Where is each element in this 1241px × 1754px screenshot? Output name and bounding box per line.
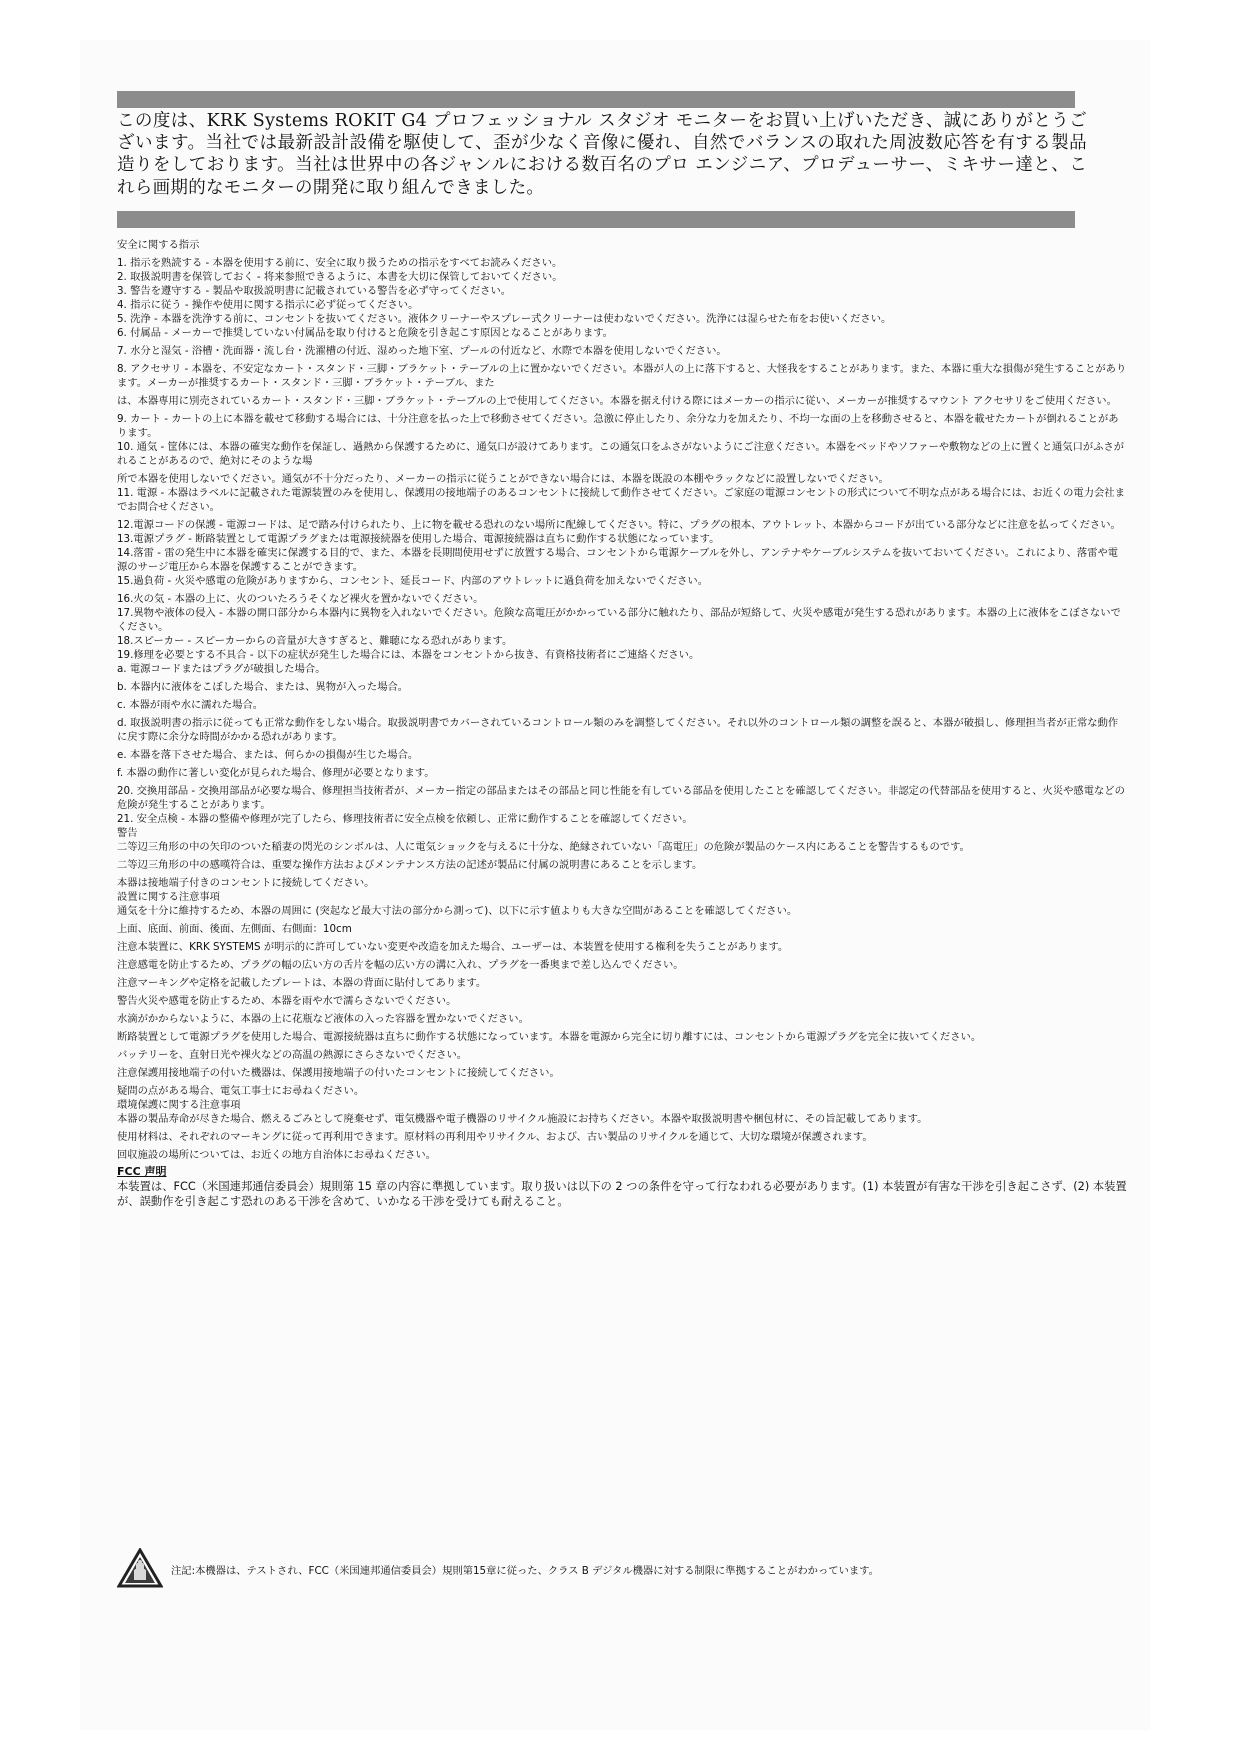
safety-item-10-cont: 所で本器を使用しないでください。通気が不十分だったり、メーカーの指示に従うことができない場合には、本器を既設の本棚やラックなどに設置しないでください。 [117, 473, 889, 485]
safety-item-5: 5. 洗浄 - 本器を洗浄する前に、コンセントを抜いてください。液体クリーナーやスプレー式クリーナーは使わないでください。洗浄には湿らせた布をお使いください。 [117, 313, 892, 325]
safety-item-9: 9. カート - カートの上に本器を載せて移動する場合には、十分注意を払った上で移動させてください。急激に停止したり、余分な力を加えたり、不均一な面の上を移動させると、本器を載せたカートが倒れることがあります。 [117, 413, 1119, 439]
warning-heading: 警告 [117, 827, 138, 839]
safety-item-18: 18.スピーカー - スピーカーからの音量が大きすぎると、難聴になる恐れがあります。 [117, 635, 513, 647]
intro-paragraph: この度は、KRK Systems ROKIT G4 プロフェッショナル スタジオ モニターをお買い上げいただき、誠にありがとうございます。当社では最新設計設備を駆使して、歪が少なく音像に優れ、自然でバランスの取れた周波数応答を有する製品造りをしております。当社は世界中の各ジャンルにおける数百名のプロ エンジニア、プロデューサー、ミキサー達と、これら画期的なモニターの開発に取り組んできました。 [117, 111, 1087, 198]
environment-recycle: 使用材料は、それぞれのマーキングに従って再利用できます。原材料の再利用やリサイクル、および、古い製品のリサイクルを通じて、大切な環境が保護されます。 [117, 1131, 873, 1143]
caution-plug: 注意感電を防止するため、プラグの幅の広い方の舌片を幅の広い方の溝に入れ、プラグを一番奥まで差し込んでください。 [117, 959, 684, 971]
top-rule [117, 91, 1075, 108]
caution-plate: 注意マーキングや定格を記載したプレートは、本器の背面に貼付してあります。 [117, 977, 487, 989]
safety-item-10: 10. 通気 - 筐体には、本器の確実な動作を保証し、過熱から保護するために、通気口が設けてあります。この通気口をふさがないようにご注意ください。本器をベッドやソファーや敷物などの上に置くと通気口がふさがれることがあるので、絶対にそのような場 [117, 441, 1125, 467]
warning-vase: 水滴がかからないように、本器の上に花瓶など液体の入った容器を置かないでください。 [117, 1013, 529, 1025]
install-heading: 設置に関する注意事項 [117, 891, 220, 903]
safety-item-19: 19.修理を必要とする不具合 - 以下の症状が発生した場合には、本器をコンセントから抜き、有資格技術者にご連絡ください。 [117, 649, 700, 661]
electrician-note: 疑問の点がある場合、電気工事士にお尋ねください。 [117, 1085, 365, 1097]
safety-item-21: 21. 安全点検 - 本器の整備や修理が完了したら、修理技術者に安全点検を依頼し、正常に動作することを確認してください。 [117, 813, 693, 825]
safety-item-20: 20. 交換用部品 - 交換用部品が必要な場合、修理担当技術者が、メーカー指定の部品またはその部品と同じ性能を有している部品を使用したことを確認してください。非認定の代替部品を使用すると、火災や感電などの危険が発生することがあります。 [117, 785, 1125, 811]
safety-item-8: 8. アクセサリ - 本器を、不安定なカート・スタンド・三脚・ブラケット・テーブルの上に置かないでください。本器が人の上に落下すると、大怪我をすることがあります。また、本器に重大な損傷が発生することがあります。メーカーが推奨するカート・スタンド・三脚・ブラケット・テーブル、また [117, 363, 1127, 389]
safety-item-13: 13.電源プラグ - 断路装置として電源プラグまたは電源接続器を使用した場合、電源接続器は直ちに動作する状態になっています。 [117, 533, 720, 545]
fcc-note [117, 1548, 1117, 1590]
safety-item-8-cont: は、本器専用に別売されているカート・スタンド・三脚・ブラケット・テーブルの上で使用してください。本器を据え付ける際にはメーカーの指示に従い、メーカーが推奨するマウント アクセサリをご使用ください。 [117, 395, 1117, 407]
safety-item-19e: e. 本器を落下させた場合、または、何らかの損傷が生じた場合。 [117, 749, 419, 761]
fcc-statement: 本装置は、FCC（米国連邦通信委員会）規則第 15 章の内容に準拠しています。取り扱いは以下の 2 つの条件を守って行なわれる必要があります。(1) 本装置が有害な干渉を引き起こさず、(2) 本装置が、誤動作を引き起こす恐れのある干渉を含めて、いかなる干渉を受けても耐えること。 [117, 1180, 1127, 1208]
environment-heading: 環境保護に関する注意事項 [117, 1099, 241, 1111]
warning-lightning: 二等辺三角形の中の矢印のついた稲妻の閃光のシンボルは、人に電気ショックを与えるに十分な、絶縁されていない「高電圧」の危険が製品のケース内にあることを警告するものです。 [117, 841, 970, 853]
bottom-rule [117, 211, 1075, 228]
safety-item-19c: c. 本器が雨や水に濡れた場合。 [117, 699, 264, 711]
hand-warning-icon [117, 1548, 163, 1588]
install-clearance: 通気を十分に維持するため、本器の周囲に (突起など最大寸法の部分から測って)、以下に示す値よりも大きな空間があることを確認してください。 [117, 905, 798, 917]
safety-item-15: 15.過負荷 - 火災や感電の危険がありますから、コンセント、延長コード、内部のアウトレットに過負荷を加えないでください。 [117, 575, 709, 587]
safety-item-2: 2. 取扱説明書を保管しておく - 将来参照できるように、本書を大切に保管しておいてください。 [117, 271, 563, 283]
safety-item-14: 14.落雷 - 雷の発生中に本器を確実に保護する目的で、また、本器を長期間使用せずに放置する場合、コンセントから電源ケーブルを外し、アンテナやケーブルシステムを抜いておいてください。これにより、落雷や電源のサージ電圧から本器を保護することができます。 [117, 547, 1119, 573]
disconnect-note: 断路装置として電源プラグを使用した場合、電源接続器は直ちに動作する状態になっています。本器を電源から完全に切り離すには、コンセントから電源プラグを完全に抜いてください。 [117, 1031, 982, 1043]
safety-item-7: 7. 水分と湿気 - 浴槽・洗面器・流し台・洗濯槽の付近、湿めった地下室、プールの付近など、水際で本器を使用しないでください。 [117, 345, 727, 357]
safety-item-3: 3. 警告を遵守する - 製品や取扱説明書に記載されている警告を必ず守ってください。 [117, 285, 512, 297]
fcc-note-text: 注記:本機器は、テストされ、FCC（米国連邦通信委員会）規則第15章に従った、クラス B デジタル機器に対する制限に準拠することがわかっています。 [171, 1565, 879, 1577]
warning-exclamation: 二等辺三角形の中の感嘆符合は、重要な操作方法およびメンテナンス方法の記述が製品に付属の説明書にあることを示します。 [117, 859, 703, 871]
protective-ground-note: 注意保護用接地端子の付いた機器は、保護用接地端子の付いたコンセントに接続してください。 [117, 1067, 560, 1079]
safety-item-19a: a. 電源コードまたはプラグが破損した場合。 [117, 663, 326, 675]
safety-item-6: 6. 付属品 - メーカーで推奨していない付属品を取り付けると危険を引き起こす原因となることがあります。 [117, 327, 613, 339]
ground-note: 本器は接地端子付きのコンセントに接続してください。 [117, 877, 375, 889]
environment-disposal: 本器の製品寿命が尽きた場合、燃えるごみとして廃棄せず、電気機器や電子機器のリサイクル施設にお持ちください。本器や取扱説明書や梱包材に、その旨記載してあります。 [117, 1113, 928, 1125]
environment-collection: 回収施設の場所については、お近くの地方自治体にお尋ねください。 [117, 1149, 436, 1161]
fcc-heading: FCC 声明 [117, 1165, 167, 1178]
caution-modification: 注意本装置に、KRK SYSTEMS が明示的に許可していない変更や改造を加えた場合、ユーザーは、本装置を使用する権利を失うことがあります。 [117, 941, 789, 953]
safety-item-19f: f. 本器の動作に著しい変化が見られた場合、修理が必要となります。 [117, 767, 435, 779]
safety-item-19d: d. 取扱説明書の指示に従っても正常な動作をしない場合。取扱説明書でカバーされているコントロール類のみを調整してください。それ以外のコントロール類の調整を誤ると、本器が破損し、修理担当者が正常な動作に戻す際に余分な時間がかかる恐れがあります。 [117, 717, 1119, 743]
warning-rain: 警告火災や感電を防止するため、本器を雨や水で濡らさないでください。 [117, 995, 457, 1007]
install-dimensions: 上面、底面、前面、後面、左側面、右側面：10cm [117, 923, 352, 935]
safety-item-12: 12.電源コードの保護 - 電源コードは、足で踏み付けられたり、上に物を載せる恐れのない場所に配線してください。特に、プラグの根本、アウトレット、本器からコードが出ている部分などに注意を払ってください。 [117, 519, 1121, 531]
document-body [117, 238, 1127, 1209]
safety-item-19b: b. 本器内に液体をこぼした場合、または、異物が入った場合。 [117, 681, 409, 693]
safety-item-17: 17.異物や液体の侵入 - 本器の開口部分から本器内に異物を入れないでください。危険な高電圧がかかっている部分に触れたり、部品が短絡して、火災や感電が発生する恐れがあります。本器の上に液体をこぼさないでください。 [117, 607, 1121, 633]
safety-item-1: 1. 指示を熟読する - 本器を使用する前に、安全に取り扱うための指示をすべてお読みください。 [117, 257, 563, 269]
section-heading: 安全に関する指示 [117, 239, 200, 251]
battery-note: バッテリーを、直射日光や裸火などの高温の熱源にさらさないでください。 [117, 1049, 468, 1061]
safety-item-16: 16.火の気 - 本器の上に、火のついたろうそくなど裸火を置かないでください。 [117, 593, 484, 605]
safety-item-11: 11. 電源 - 本器はラベルに記載された電源装置のみを使用し、保護用の接地端子のあるコンセントに接続して動作させてください。ご家庭の電源コンセントの形式について不明な点がある場合には、お近くの電力会社までお問合せください。 [117, 487, 1125, 513]
safety-item-4: 4. 指示に従う - 操作や使用に関する指示に必ず従ってください。 [117, 299, 419, 311]
